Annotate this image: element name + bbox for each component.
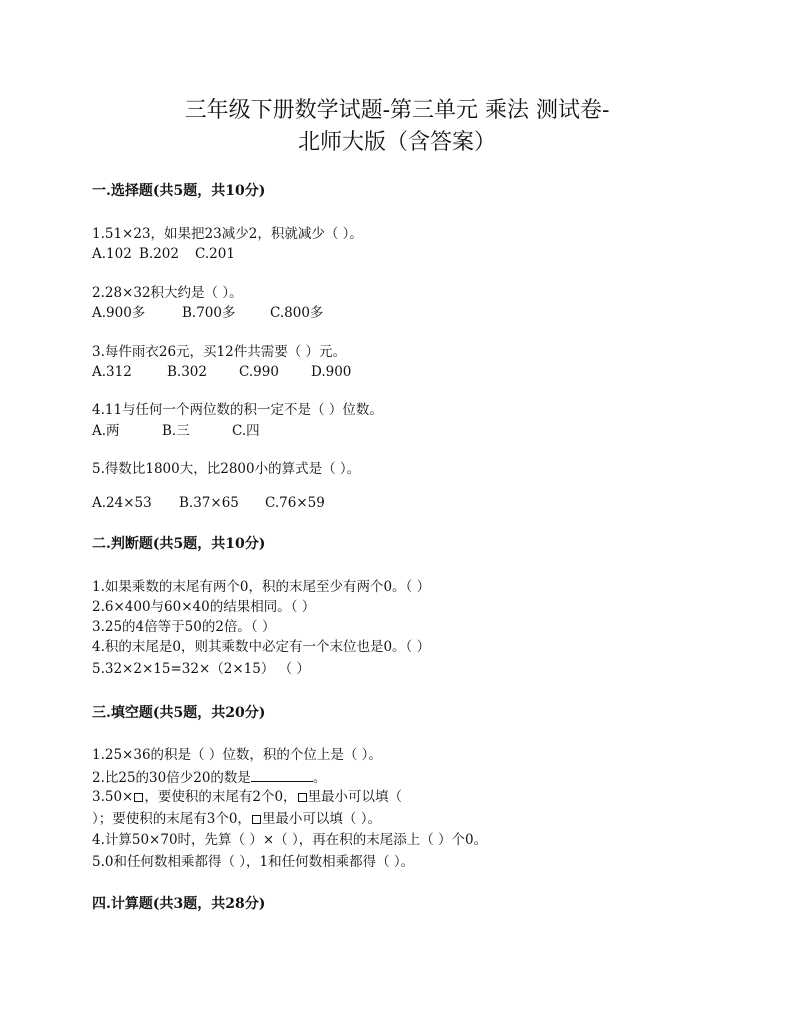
option: A.312 — [92, 364, 132, 380]
option: A.900多 — [92, 305, 146, 321]
option: C.800多 — [270, 305, 324, 321]
box-placeholder-icon — [252, 815, 261, 824]
option: C.76×59 — [265, 495, 325, 511]
fill-question-3-text: ，要使积的末尾有2个0， — [144, 789, 297, 805]
fill-question-2-end: 。 — [312, 770, 327, 786]
choice-question-2: 2.28×32积大约是（ ）。 — [92, 285, 243, 301]
section-heading-judge: 二.判断题(共5题，共10分) — [92, 536, 266, 552]
choice-question-5: 5.得数比1800大，比2800小的算式是（ ）。 — [92, 461, 361, 477]
box-placeholder-icon — [298, 793, 307, 802]
choice-question-3: 3.每件雨衣26元，买12件共需要（ ）元。 — [92, 344, 347, 360]
choice-question-2-options — [92, 304, 323, 323]
judge-question-3: 3.25的4倍等于50的2倍。（ ） — [92, 619, 276, 635]
fill-question-3-text: 3.50× — [92, 789, 134, 805]
option: B.37×65 — [179, 495, 239, 511]
option: B.202 — [139, 246, 179, 262]
fill-question-2 — [92, 767, 326, 788]
fill-question-3-text: 里最小可以填（ — [307, 789, 403, 805]
section-heading-choice: 一.选择题(共5题，共10分) — [92, 183, 266, 199]
option: C.四 — [232, 423, 260, 439]
option: D.900 — [311, 364, 352, 380]
option: B.700多 — [182, 305, 236, 321]
choice-question-5-options — [92, 494, 325, 513]
judge-question-2: 2.6×400与60×40的结果相同。（ ） — [92, 599, 316, 615]
choice-question-1-options — [92, 245, 235, 264]
option: B.302 — [167, 364, 207, 380]
section-heading-calculation: 四.计算题(共3题，共28分) — [92, 896, 266, 912]
choice-question-4: 4.11与任何一个两位数的积一定不是（ ）位数。 — [92, 402, 383, 418]
option: A.24×53 — [92, 495, 152, 511]
exam-title-line-1: 三年级下册数学试题-第三单元 乘法 测试卷- — [184, 98, 610, 123]
fill-question-4: 4.计算50×70时，先算（ ）×（ ），再在积的末尾添上（ ）个0。 — [92, 832, 488, 848]
choice-question-1: 1.51×23，如果把23减少2，积就减少（ ）。 — [92, 226, 363, 242]
fill-question-3-line-2 — [92, 810, 381, 829]
option: B.三 — [162, 423, 190, 439]
option: A.102 — [92, 246, 132, 262]
fill-question-3-text: ）；要使积的末尾有3个0， — [92, 811, 251, 827]
fill-question-3-text: 里最小可以填（ ）。 — [261, 811, 381, 827]
section-heading-fill: 三.填空题(共5题，共20分) — [92, 705, 266, 721]
choice-question-3-options — [92, 363, 351, 382]
option: C.201 — [195, 246, 235, 262]
answer-blank — [251, 767, 313, 782]
option: A.两 — [92, 423, 120, 439]
fill-question-1: 1.25×36的积是（ ）位数，积的个位上是（ ）。 — [92, 747, 382, 763]
choice-question-4-options — [92, 422, 260, 441]
fill-question-2-text: 2.比25的30倍少20的数是 — [92, 770, 251, 786]
judge-question-5: 5.32×2×15=32×（2×15） （ ） — [92, 661, 310, 677]
judge-question-4: 4.积的末尾是0，则其乘数中必定有一个末位也是0。（ ） — [92, 639, 431, 655]
exam-title-line-2: 北师大版（含答案） — [297, 130, 496, 155]
fill-question-3-line-1 — [92, 788, 402, 807]
fill-question-5: 5.0和任何数相乘都得（ ），1和任何数相乘都得（ ）。 — [92, 854, 415, 870]
judge-question-1: 1.如果乘数的末尾有两个0，积的末尾至少有两个0。（ ） — [92, 579, 431, 595]
box-placeholder-icon — [134, 793, 143, 802]
option: C.990 — [239, 364, 279, 380]
